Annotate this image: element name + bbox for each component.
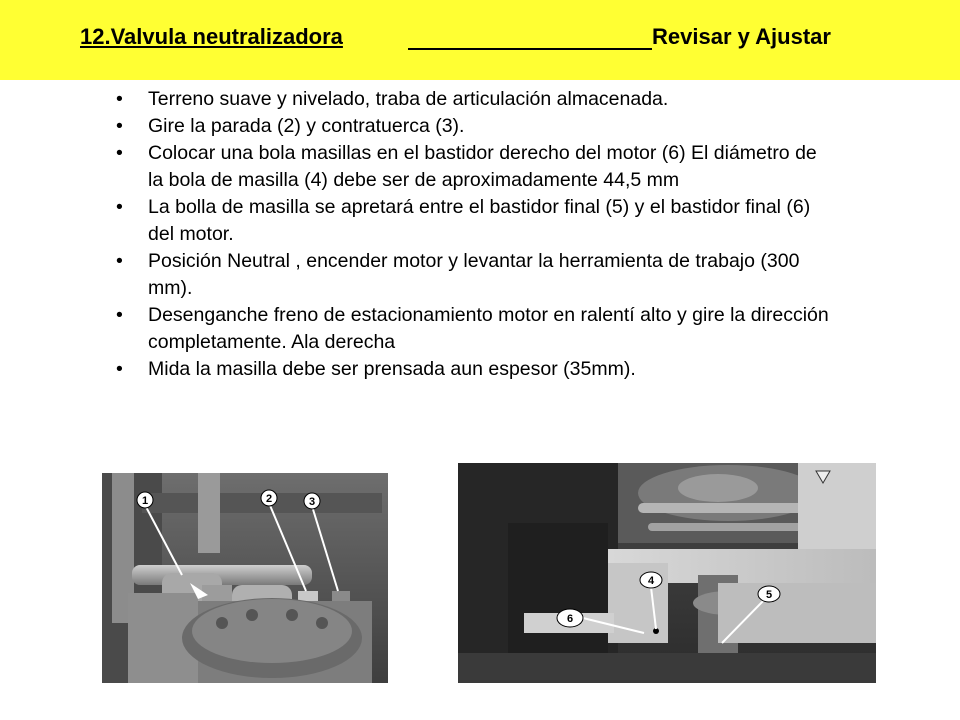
slide-title-action: Revisar y Ajustar bbox=[652, 24, 831, 49]
svg-text:5: 5 bbox=[765, 589, 773, 601]
title-underline bbox=[408, 48, 652, 50]
frame-photo bbox=[458, 463, 876, 683]
list-item: • Gire la parada (2) y contratuerca (3). bbox=[110, 113, 830, 140]
list-item: • La bolla de masilla se apretará entre el bastidor final (5) y el bastidor final (6) del motor. bbox=[110, 194, 830, 248]
instruction-list bbox=[110, 86, 830, 383]
svg-text:2: 2 bbox=[265, 493, 273, 505]
svg-text:3: 3 bbox=[308, 496, 316, 508]
valve-photo-illustration bbox=[102, 473, 388, 683]
frame-photo-illustration bbox=[458, 463, 876, 683]
list-item: • Mida la masilla debe ser prensada aun espesor (35mm). bbox=[110, 356, 830, 383]
title-bar bbox=[0, 0, 960, 80]
svg-text:6: 6 bbox=[566, 613, 574, 625]
svg-text:1: 1 bbox=[141, 495, 149, 507]
list-item: • Desenganche freno de estacionamiento motor en ralentí alto y gire la dirección completamente. Ala derecha bbox=[110, 302, 830, 356]
svg-text:4: 4 bbox=[647, 575, 655, 587]
valve-photo bbox=[102, 473, 388, 683]
slide-title: 12.Valvula neutralizadora bbox=[80, 24, 343, 49]
list-item: • Colocar una bola masillas en el bastidor derecho del motor (6) El diámetro de la bola de masilla (4) debe ser de aproximadamente 44,5 mm bbox=[110, 140, 830, 194]
list-item: • Posición Neutral , encender motor y levantar la herramienta de trabajo (300 mm). bbox=[110, 248, 830, 302]
list-item: • Terreno suave y nivelado, traba de articulación almacenada. bbox=[110, 86, 830, 113]
